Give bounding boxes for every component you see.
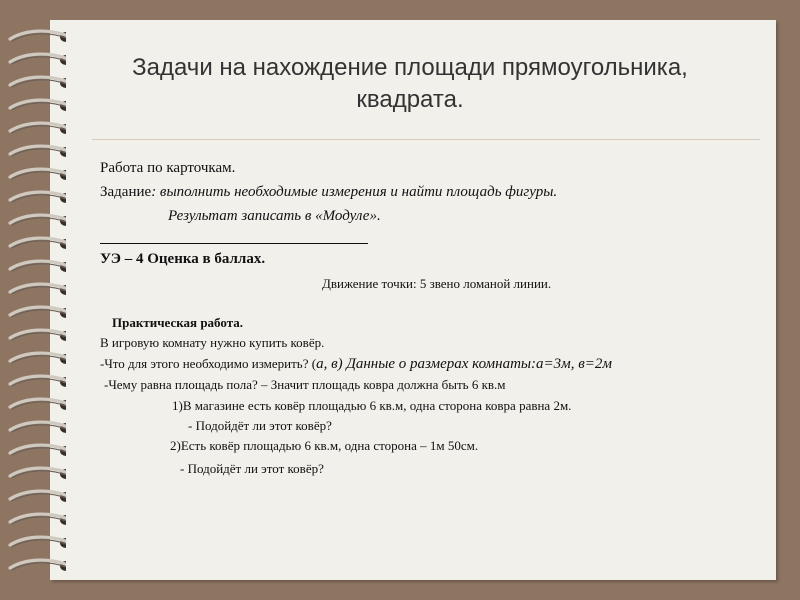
spiral-ring: [6, 557, 66, 571]
separator-underline: [100, 243, 368, 244]
practical-line-6: 2)Есть ковёр площадью 6 кв.м, одна сторона – 1м 50см.: [170, 438, 479, 453]
spiral-ring: [6, 189, 66, 203]
task-line: [100, 184, 557, 201]
spiral-ring: [6, 327, 66, 341]
practical-line-7: - Подойдёт ли этот ковёр?: [180, 461, 324, 476]
spiral-ring: [6, 350, 66, 364]
spiral-ring: [6, 120, 66, 134]
spiral-ring: [6, 166, 66, 180]
spiral-ring: [6, 442, 66, 456]
spiral-ring: [6, 258, 66, 272]
spiral-ring: [6, 373, 66, 387]
spiral-ring: [6, 304, 66, 318]
practical-heading: Практическая работа.: [112, 315, 243, 330]
spiral-ring: [6, 465, 66, 479]
practical-line-3: -Чему равна площадь пола? – Значит площадь ковра должна быть 6 кв.м: [104, 377, 506, 392]
practical-line-5: - Подойдёт ли этот ковёр?: [188, 418, 332, 433]
practical-line-2: [100, 355, 612, 373]
spiral-ring: [6, 511, 66, 525]
task-result-line: Результат записать в «Модуле».: [168, 208, 381, 224]
cards-line: Работа по карточкам.: [100, 160, 236, 176]
spiral-ring: [6, 281, 66, 295]
practical-line-4: 1)В магазине есть ковёр площадью 6 кв.м, одна сторона ковра равна 2м.: [172, 398, 572, 413]
spiral-ring: [6, 212, 66, 226]
spiral-ring: [6, 97, 66, 111]
spiral-ring: [6, 396, 66, 410]
slide-title: Задачи на нахождение площади прямоугольника, квадрата.: [132, 54, 688, 113]
spiral-ring: [6, 28, 66, 42]
spiral-ring: [6, 488, 66, 502]
movement-note: Движение точки: 5 звено ломаной линии.: [322, 276, 552, 291]
room-dimensions: а, в) Данные о размерах комнаты:а=3м, в=2м: [316, 356, 612, 372]
spiral-ring: [6, 74, 66, 88]
spiral-ring: [6, 235, 66, 249]
title-divider: [92, 139, 760, 140]
ue-heading: УЭ – 4 Оценка в баллах.: [100, 251, 266, 267]
practical-line-1: В игровую комнату нужно купить ковёр.: [100, 335, 325, 350]
spiral-ring: [6, 143, 66, 157]
spiral-ring: [6, 51, 66, 65]
task-label: Задание: [100, 184, 152, 200]
task-text: : выполнить необходимые измерения и найти площадь фигуры.: [151, 184, 558, 200]
question-text: -Что для этого необходимо измерить? (: [100, 356, 317, 371]
spiral-ring: [6, 534, 66, 548]
spiral-ring: [6, 419, 66, 433]
